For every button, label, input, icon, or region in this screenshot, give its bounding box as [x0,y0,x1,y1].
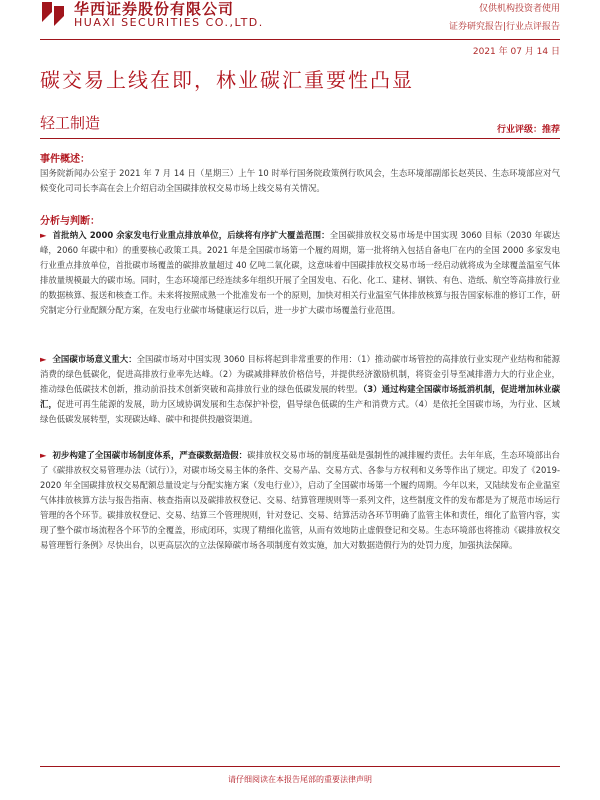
report-date: 2021 年 07 月 14 日 [472,47,560,57]
point-2-heading: 全国碳市场意义重大： [52,354,137,364]
analysis-heading: 分析与判断： [40,216,100,227]
huaxi-logo-icon [40,0,66,30]
point-1-heading: 首批纳入 2000 余家发电行业重点排放单位，后续将有序扩大覆盖范围： [52,230,330,240]
title-divider [40,138,560,139]
analysis-point-2 [40,352,560,427]
analysis-point-1 [40,228,560,318]
bullet-icon: ► [40,354,47,364]
logo-english-name: HUAXI SECURITIES CO.,LTD. [74,16,264,29]
event-heading: 事件概述： [40,154,90,165]
point-3-heading: 初步构建了全国碳市场制度体系，严查碳数据造假： [52,450,248,460]
company-logo [40,0,270,34]
audience-note: 仅供机构投资者使用 [478,4,560,14]
bullet-icon: ► [40,230,47,240]
event-paragraph: 国务院新闻办公室于 2021 年 7 月 14 日（星期三）上午 10 时举行国务院政策例行吹风会，生态环境部副部长赵英民、生态环境部应对气候变化司司长李高在会上介绍启动全国碳排放权交易市场上线交易有关情况。 [40,168,560,193]
header-divider [40,39,560,40]
footer-divider [40,766,560,767]
point-2-text-a: 全国碳市场对中国实现 3060 目标将起到非常重要的作用：（1）推动碳市场管控的高排放行业实现产业结构和能源消费的绿色低碳化，促进高排放行业率先达峰。（2）为碳减排释放价格信号，并提供经济激励机制，将资金引导至减排潜力大的行业企业，推动绿色低碳技术创新，推动前沿技术创新突破和高排放行业的绿色低碳发展的转型。 [40,354,560,394]
logo-chinese-name: 华西证券股份有限公司 [74,0,235,18]
bullet-icon: ► [40,450,47,460]
report-category: 证券研究报告|行业点评报告 [448,22,560,32]
report-title: 碳交易上线在即，林业碳汇重要性凸显 [40,68,414,92]
legal-notice-footer: 请仔细阅读在本报告尾部的重要法律声明 [228,775,372,784]
industry-rating: 行业评级：推荐 [496,125,560,135]
industry-name: 轻工制造 [40,114,101,132]
point-2-emphasis: （3）通过构建全国碳市场抵消机制，促进增加林业碳汇， [40,384,560,409]
point-2-text-b: 促进可再生能源的发展，助力区域协调发展和生态保护补偿，倡导绿色低碳的生产和消费方式。（4）是依托全国碳市场，为行业、区域绿色低碳发展转型，实现碳达峰、碳中和提供投融资渠道。 [40,399,560,424]
point-3-text: 碳排放权交易市场的制度基础是强制性的减排履约责任。去年年底，生态环境部出台了《碳排放权交易管理办法（试行）》，对碳市场交易主体的条件、交易产品、交易方式、各参与方权利和义务等作出了规定。印发了《2019-2020 年全国碳排放权交易配额总量设定与分配实施方案（发电行业）》，启动了全国碳市场第一个履约周期。今年以来，又陆续发布企业温室气体排放核算方法与报告指南、核查指南以及碳排放权登记、交易、结算管理规则等一系列文件，这些制度文件的发布都是为了规范市场运行管理的各个环节。碳排放权登记、交易、结算三个管理规则，针对登记、交易、结算活动各环节明确了监管主体和责任，细化了监管内容，实现了整个碳市场流程各个环节的全覆盖，形成闭环，实现了精细化监管，从而有效地防止虚假登记和交易。生态环境部也将推动《碳排放权交易管理暂行条例》尽快出台，以更高层次的立法保障碳市场各项制度有效实施，加大对数据造假行为的处罚力度，加强执法保障。 [40,450,561,550]
report-type-header [449,0,560,36]
point-1-text: 全国碳排放权交易市场是中国实现 3060 目标（2030 年碳达峰，2060 年碳中和）的重要核心政策工具。2021 年是全国碳市场第一个履约周期，第一批将纳入包括自备电厂在内的全国 2000 多家发电行业重点排放单位，首批碳市场覆盖的碳排放量超过 40 亿吨二氧化碳，这意味着中国碳排放权交易市场一经启动就将成为全球覆盖温室气体排放量规模最大的碳市场。同时，生态环境部已经连续多年组织开展了全国发电、石化、化工、建材、钢铁、有色、造纸、航空等高排放行业的数据核算、报送和核查工作。未来将按照成熟一个批准发布一个的原则，加快对相关行业温室气体排放核算与报告国家标准的修订工作，研究制定分行业配额分配方案，在发电行业碳市场健康运行以后，进一步扩大碳市场覆盖行业范围。 [40,230,560,315]
analysis-point-3 [40,448,560,553]
